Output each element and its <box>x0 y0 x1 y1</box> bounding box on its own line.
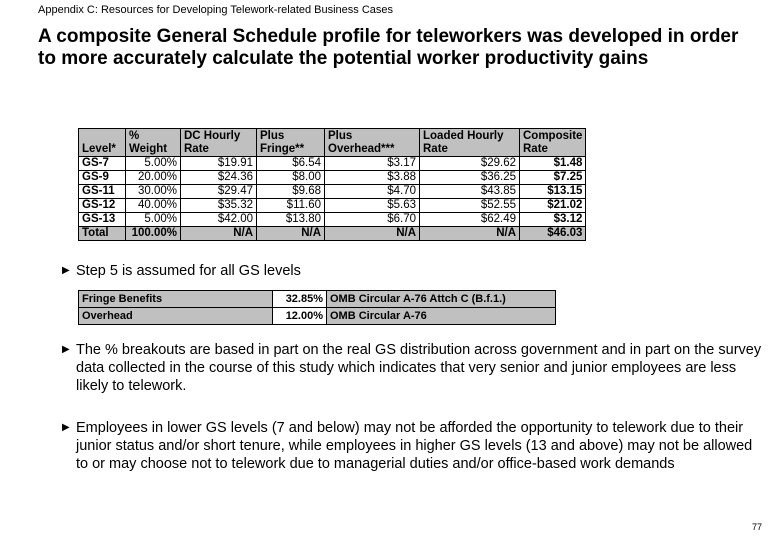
cell: $24.36 <box>181 171 257 185</box>
cell: $13.15 <box>520 185 586 199</box>
col-header: Loaded Hourly Rate <box>420 129 520 157</box>
table-row <box>79 157 586 171</box>
cell: OMB Circular A-76 <box>327 308 556 325</box>
page-header: Appendix C: Resources for Developing Telework-related Business Cases <box>38 4 394 16</box>
cell: Overhead <box>79 308 273 325</box>
table-row <box>79 171 586 185</box>
cell: $1.48 <box>520 157 586 171</box>
page-number: 77 <box>751 522 762 532</box>
cell: 32.85% <box>273 291 327 308</box>
table-row <box>79 213 586 227</box>
table-header-row <box>79 129 586 157</box>
table-row <box>79 291 556 308</box>
cell: N/A <box>181 227 257 241</box>
bullet: ▶ Employees in lower GS levels (7 and below) may not be afforded the opportunity to telework due to their junior status and/or short tenure, while employees in higher GS levels (13 and above) may not be allowed to or may choose not to telework due to managerial duties and/or office-based work demands <box>62 420 753 472</box>
cell: $5.63 <box>325 199 420 213</box>
cell: $7.25 <box>520 171 586 185</box>
table-row <box>79 308 556 325</box>
cell: N/A <box>257 227 325 241</box>
cell: Fringe Benefits <box>79 291 273 308</box>
arrow-bullet-icon: ▶ <box>62 344 70 355</box>
cell: $35.32 <box>181 199 257 213</box>
cell: 5.00% <box>126 157 181 171</box>
table-row <box>79 199 586 213</box>
cell: N/A <box>420 227 520 241</box>
bullet: ▶ The % breakouts are based in part on the real GS distribution across government and in part on the survey data collected in the course of this study which indicates that very senior and junior employees are less likely to telework. <box>62 342 762 394</box>
cell: $52.55 <box>420 199 520 213</box>
table-row <box>79 185 586 199</box>
bullet: ▶ Step 5 is assumed for all GS levels <box>62 263 301 279</box>
col-header: % Weight <box>126 129 181 157</box>
cell: Total <box>79 227 126 241</box>
cell: $3.88 <box>325 171 420 185</box>
col-header: Level* <box>79 129 126 157</box>
cell: 100.00% <box>126 227 181 241</box>
cell: 12.00% <box>273 308 327 325</box>
cell: $19.91 <box>181 157 257 171</box>
cell: $29.62 <box>420 157 520 171</box>
cell: 30.00% <box>126 185 181 199</box>
cell: $21.02 <box>520 199 586 213</box>
rates-table <box>78 290 556 325</box>
col-header: Composite Rate <box>520 129 586 157</box>
cell: $3.12 <box>520 213 586 227</box>
cell: GS-12 <box>79 199 126 213</box>
col-header: DC Hourly Rate <box>181 129 257 157</box>
col-header: Plus Fringe** <box>257 129 325 157</box>
cell: $13.80 <box>257 213 325 227</box>
total-row <box>79 227 586 241</box>
cell: $43.85 <box>420 185 520 199</box>
cell: $4.70 <box>325 185 420 199</box>
cell: $29.47 <box>181 185 257 199</box>
cell: $8.00 <box>257 171 325 185</box>
cell: $6.54 <box>257 157 325 171</box>
cell: N/A <box>325 227 420 241</box>
cell: $9.68 <box>257 185 325 199</box>
cell: 20.00% <box>126 171 181 185</box>
cell: GS-9 <box>79 171 126 185</box>
cell: $3.17 <box>325 157 420 171</box>
cell: $6.70 <box>325 213 420 227</box>
gs-profile-table <box>78 128 586 241</box>
cell: $11.60 <box>257 199 325 213</box>
cell: $62.49 <box>420 213 520 227</box>
cell: 5.00% <box>126 213 181 227</box>
cell: $36.25 <box>420 171 520 185</box>
cell: GS-13 <box>79 213 126 227</box>
cell: GS-7 <box>79 157 126 171</box>
cell: GS-11 <box>79 185 126 199</box>
arrow-bullet-icon: ▶ <box>62 265 70 276</box>
cell: 40.00% <box>126 199 181 213</box>
cell: $42.00 <box>181 213 257 227</box>
page-title: A composite General Schedule profile for teleworkers was developed in order to more accurately calculate the potential worker productivity gains <box>38 26 739 69</box>
arrow-bullet-icon: ▶ <box>62 422 70 433</box>
cell: $46.03 <box>520 227 586 241</box>
cell: OMB Circular A-76 Attch C (B.f.1.) <box>327 291 556 308</box>
col-header: Plus Overhead*** <box>325 129 420 157</box>
